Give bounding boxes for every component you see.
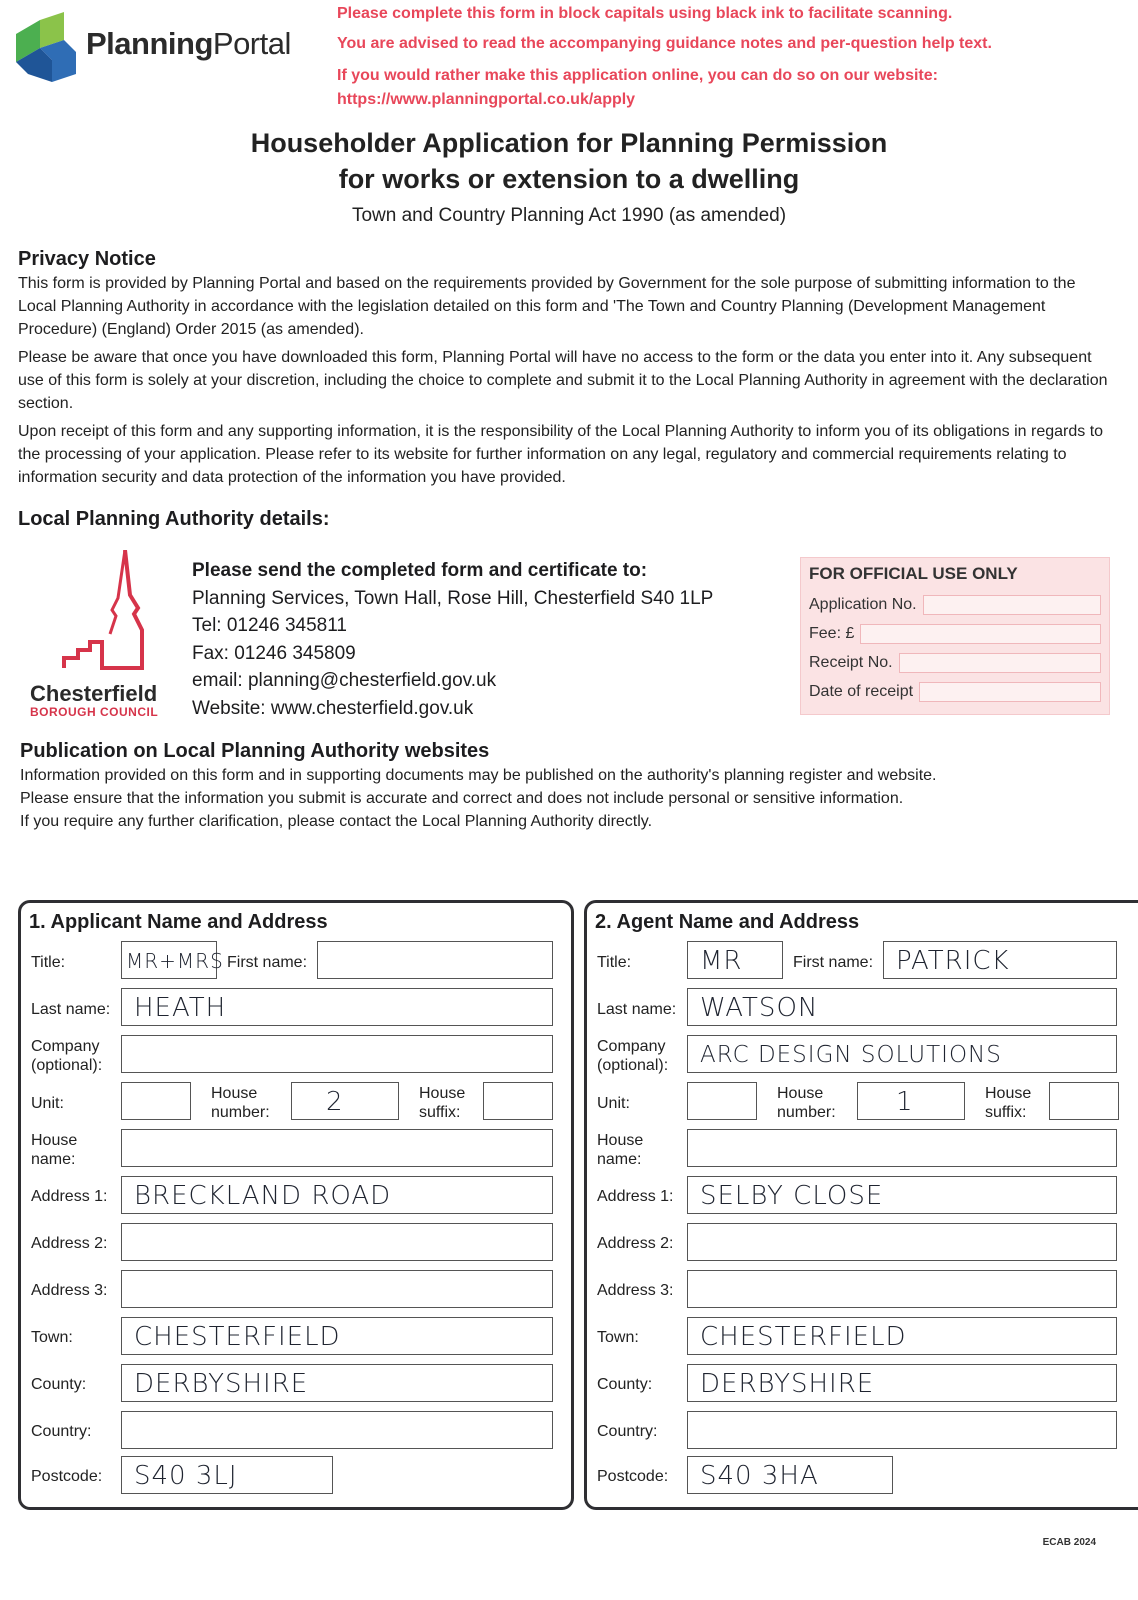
agent-address1-label: Address 1:: [597, 1188, 674, 1205]
applicant-address1-value: BRECKLAND ROAD: [134, 1181, 392, 1211]
applicant-unit-label: Unit:: [31, 1095, 64, 1112]
agent-county-value: DERBYSHIRE: [700, 1369, 875, 1399]
applicant-postcode-field[interactable]: [121, 1456, 333, 1494]
agent-postcode-label: Postcode:: [597, 1468, 669, 1485]
publication-line-3: If you require any further clarification, please contact the Local Planning Authority directly.: [20, 813, 653, 830]
applicant-town-label: Town:: [31, 1329, 73, 1346]
agent-house-number-value: 1: [896, 1087, 914, 1117]
council-sub: BOROUGH COUNCIL: [30, 705, 159, 719]
crooked-spire-icon: [30, 550, 180, 678]
agent-last-name-field[interactable]: [687, 988, 1117, 1026]
applicant-address2-field[interactable]: [121, 1223, 553, 1261]
notice-url-link[interactable]: https://www.planningportal.co.uk/apply: [337, 91, 636, 108]
privacy-paragraph-2: Please be aware that once you have downloaded this form, Planning Portal will have no access to the form or the data you enter into it. Any subsequent use of this form is solely at your discretion, including the choice to complete and submit it to the Local Planning Authority in agreement with the declaration section.: [18, 349, 1108, 412]
agent-title-field[interactable]: [687, 941, 783, 979]
official-title: FOR OFFICIAL USE ONLY: [809, 564, 1018, 583]
lpa-tel: Tel: 01246 345811: [192, 615, 347, 636]
form-subtitle: Town and Country Planning Act 1990 (as amended): [351, 205, 787, 226]
agent-address1-value: SELBY CLOSE: [700, 1181, 884, 1211]
applicant-address1-field[interactable]: [121, 1176, 553, 1214]
agent-unit-label: Unit:: [597, 1095, 630, 1112]
applicant-title-value: MR+MRS: [126, 949, 224, 973]
agent-country-label: Country:: [597, 1423, 658, 1440]
applicant-house-number-value: 2: [326, 1087, 344, 1117]
agent-address2-field[interactable]: [687, 1223, 1117, 1261]
official-fee-field[interactable]: [860, 624, 1101, 644]
applicant-last-name-label: Last name:: [31, 1001, 111, 1018]
agent-address3-label: Address 3:: [597, 1282, 674, 1299]
official-receipt-no-field[interactable]: [899, 653, 1101, 673]
publication-line-1: Information provided on this form and in supporting documents may be published on the authority's planning register and website.: [20, 767, 937, 784]
agent-house-name-label: House name:: [597, 1132, 644, 1168]
agent-first-name-value: PATRICK: [896, 946, 1010, 976]
applicant-address3-field[interactable]: [121, 1270, 553, 1308]
applicant-title-field[interactable]: [121, 941, 224, 979]
applicant-town-field[interactable]: [121, 1317, 553, 1355]
agent-town-label: Town:: [597, 1329, 639, 1346]
agent-postcode-field[interactable]: [687, 1456, 893, 1494]
agent-first-name-label: First name:: [793, 954, 874, 971]
applicant-town-value: CHESTERFIELD: [134, 1322, 341, 1352]
chesterfield-council-logo: [30, 550, 180, 720]
applicant-company-label: Company (optional):: [31, 1038, 103, 1074]
privacy-heading: Privacy Notice: [18, 248, 156, 270]
applicant-address2-label: Address 2:: [31, 1235, 108, 1252]
lpa-heading: Local Planning Authority details:: [18, 508, 330, 530]
agent-first-name-field[interactable]: [883, 941, 1117, 979]
applicant-house-suffix-field[interactable]: [483, 1082, 553, 1120]
notice-guidance: You are advised to read the accompanying guidance notes and per-question help text.: [337, 35, 992, 52]
form-title: Householder Application for Planning Permission: [250, 128, 888, 158]
applicant-county-value: DERBYSHIRE: [134, 1369, 309, 1399]
applicant-company-field[interactable]: [121, 1035, 553, 1073]
publication-heading: Publication on Local Planning Authority websites: [20, 740, 490, 762]
agent-last-name-label: Last name:: [597, 1001, 677, 1018]
applicant-address1-label: Address 1:: [31, 1188, 108, 1205]
lpa-fax: Fax: 01246 345809: [192, 642, 356, 664]
applicant-last-name-value: HEATH: [134, 993, 227, 1023]
agent-house-suffix-field[interactable]: [1049, 1082, 1119, 1120]
official-fee-label: Fee: £: [809, 624, 855, 642]
agent-company-value: ARC DESIGN SOLUTIONS: [700, 1042, 1002, 1068]
form-title-line2: for works or extension to a dwelling: [338, 164, 800, 194]
agent-county-label: County:: [597, 1376, 653, 1393]
agent-address3-field[interactable]: [687, 1270, 1117, 1308]
lpa-website-link[interactable]: Website: www.chesterfield.gov.uk: [192, 697, 474, 719]
official-use-box: [800, 557, 1110, 715]
agent-house-name-field[interactable]: [687, 1129, 1117, 1167]
applicant-panel: [18, 900, 574, 1510]
agent-company-field[interactable]: [687, 1035, 1117, 1073]
applicant-postcode-value: S40 3LJ: [134, 1461, 238, 1491]
agent-heading: 2. Agent Name and Address: [595, 911, 860, 933]
privacy-paragraph-3: Upon receipt of this form and any supporting information, it is the responsibility of the Local Planning Authority to inform you of its obligations in regards to the processing of your application. Please refer to its website for further information on any legal, regulatory and commercial requirements relating to information security and data protection of the information you have provided.: [18, 423, 1104, 486]
applicant-unit-field[interactable]: [121, 1082, 191, 1120]
applicant-first-name-label: First name:: [227, 954, 308, 971]
applicant-title-label: Title:: [31, 954, 66, 971]
applicant-country-field[interactable]: [121, 1411, 553, 1449]
agent-postcode-value: S40 3HA: [700, 1461, 819, 1491]
agent-country-field[interactable]: [687, 1411, 1117, 1449]
lpa-contact: [192, 557, 713, 722]
agent-company-label: Company (optional):: [597, 1038, 669, 1074]
applicant-house-suffix-label: House suffix:: [419, 1085, 466, 1121]
send-title: Please send the completed form and certificate to:: [192, 560, 648, 581]
agent-last-name-value: WATSON: [700, 993, 819, 1023]
applicant-country-label: Country:: [31, 1423, 92, 1440]
agent-address1-field[interactable]: [687, 1176, 1117, 1214]
official-date-label: Date of receipt: [809, 682, 914, 700]
official-application-no-field[interactable]: [923, 595, 1101, 615]
lpa-email-link[interactable]: email: planning@chesterfield.gov.uk: [192, 670, 497, 691]
planning-portal-logo-icon: [14, 12, 78, 82]
council-name: Chesterfield: [30, 681, 158, 706]
agent-house-suffix-label: House suffix:: [985, 1085, 1032, 1121]
brand-name: PlanningPortal: [86, 26, 291, 61]
applicant-county-field[interactable]: [121, 1364, 553, 1402]
publication-line-2: Please ensure that the information you submit is accurate and correct and does not include personal or sensitive information.: [20, 790, 904, 807]
notice-online: If you would rather make this application online, you can do so on our website:: [337, 67, 938, 84]
applicant-first-name-field[interactable]: [317, 941, 553, 979]
agent-town-field[interactable]: [687, 1317, 1117, 1355]
agent-address2-label: Address 2:: [597, 1235, 674, 1252]
official-application-no-label: Application No.: [809, 595, 917, 613]
applicant-heading: 1. Applicant Name and Address: [29, 911, 328, 933]
agent-house-number-field[interactable]: [857, 1082, 965, 1120]
agent-unit-field[interactable]: [687, 1082, 757, 1120]
form-code: ECAB 2024: [1042, 1537, 1096, 1548]
agent-county-field[interactable]: [687, 1364, 1117, 1402]
applicant-house-number-field[interactable]: [291, 1082, 399, 1120]
applicant-county-label: County:: [31, 1376, 87, 1393]
agent-house-number-label: House number:: [777, 1085, 836, 1121]
agent-panel: [584, 900, 1138, 1510]
applicant-house-name-label: House name:: [31, 1132, 78, 1168]
applicant-last-name-field[interactable]: [121, 988, 553, 1026]
lpa-address: Planning Services, Town Hall, Rose Hill, Chesterfield S40 1LP: [192, 587, 714, 609]
applicant-address3-label: Address 3:: [31, 1282, 108, 1299]
agent-town-value: CHESTERFIELD: [700, 1322, 907, 1352]
applicant-house-name-field[interactable]: [121, 1129, 553, 1167]
official-receipt-no-label: Receipt No.: [809, 653, 893, 671]
notice-block-capitals: Please complete this form in block capitals using black ink to facilitate scanning.: [337, 5, 953, 22]
agent-title-label: Title:: [597, 954, 632, 971]
privacy-paragraph-1: This form is provided by Planning Portal and based on the requirements provided by Government for the sole purpose of submitting information to the Local Planning Authority in accordance with the legislation detailed on this form and 'The Town and Country Planning (Development Management Procedure) (England) Order 2015 (as amended).: [18, 275, 1076, 338]
applicant-house-number-label: House number:: [211, 1085, 270, 1121]
agent-title-value: MR: [700, 946, 743, 976]
official-date-field[interactable]: [919, 682, 1101, 702]
applicant-postcode-label: Postcode:: [31, 1468, 103, 1485]
